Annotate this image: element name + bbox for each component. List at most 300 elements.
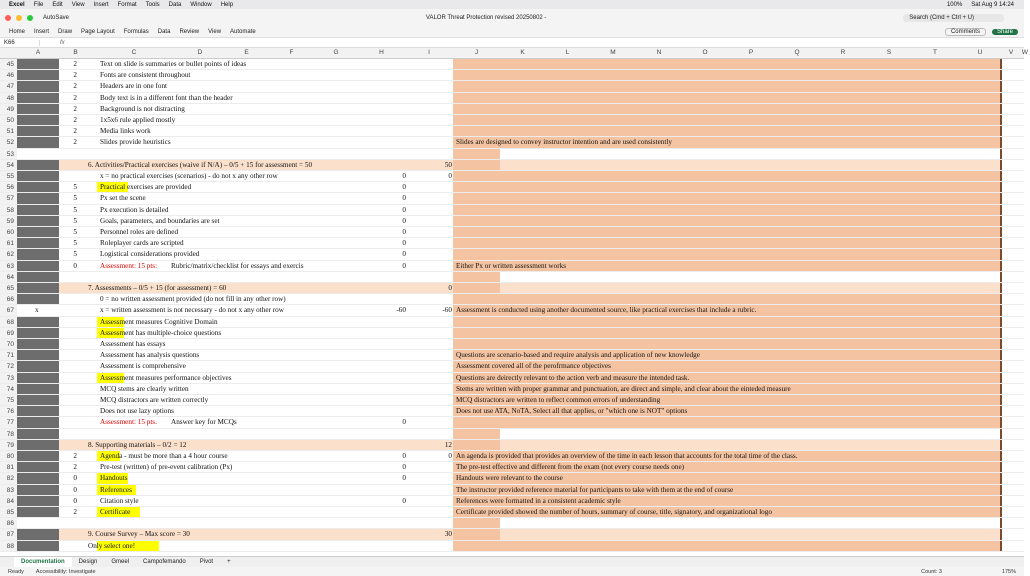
row-number[interactable]: 52	[0, 137, 17, 147]
row-number[interactable]: 85	[0, 507, 17, 517]
menu-insert[interactable]: Insert	[93, 1, 109, 8]
menu-data[interactable]: Data	[168, 1, 182, 8]
note-text[interactable]: Assessment is conducted using another documented source, like practical exercises that include a rubric.	[456, 306, 757, 315]
col-j-value[interactable]: 0	[448, 172, 452, 180]
table-row[interactable]	[0, 529, 1024, 540]
col-a-cell[interactable]	[17, 160, 59, 170]
criteria-text[interactable]: Background is not distracting	[100, 104, 185, 113]
name-box[interactable]: K66	[0, 40, 40, 46]
table-row[interactable]	[0, 395, 1024, 406]
ribbon-tab-page-layout[interactable]: Page Layout	[81, 28, 115, 35]
table-row[interactable]	[0, 283, 1024, 294]
notes-fill	[453, 216, 1000, 226]
notes-fill	[453, 339, 1000, 349]
column-header-p[interactable]: P	[748, 49, 754, 56]
col-a-cell[interactable]	[17, 59, 59, 69]
row-number[interactable]: 68	[0, 317, 17, 327]
table-row[interactable]	[0, 317, 1024, 328]
menu-window[interactable]: Window	[190, 1, 212, 8]
row-number[interactable]: 50	[0, 115, 17, 125]
criteria-text[interactable]: Handouts	[100, 474, 128, 483]
col-i-value[interactable]: 0	[402, 172, 406, 180]
row-number[interactable]: 88	[0, 541, 17, 551]
row-number[interactable]: 75	[0, 395, 17, 405]
col-i-value[interactable]: 0	[402, 496, 406, 505]
criteria-text[interactable]: MCQ stems are clearly written	[100, 384, 189, 393]
table-row[interactable]	[0, 93, 1024, 104]
criteria-text[interactable]: Certificate	[100, 508, 131, 516]
column-header-b[interactable]: B	[73, 49, 78, 56]
note-text[interactable]: Assessment covered all of the perofrmance objectives	[456, 362, 611, 371]
score-cell[interactable]: 2	[73, 93, 77, 102]
note-text[interactable]: The pre-test effective and different from the exam (not every course needs one)	[456, 463, 685, 472]
column-header-m[interactable]: M	[610, 49, 616, 56]
criteria-text[interactable]: Px set the scene	[100, 194, 146, 203]
col-a-cell[interactable]	[17, 115, 59, 125]
col-i-value[interactable]: 0	[402, 205, 406, 214]
score-cell[interactable]: 0	[73, 485, 77, 494]
row-number[interactable]: 59	[0, 216, 17, 226]
table-row[interactable]	[0, 261, 1024, 272]
table-row[interactable]	[0, 339, 1024, 350]
table-row[interactable]	[0, 126, 1024, 137]
table-row[interactable]	[0, 384, 1024, 395]
row-number[interactable]: 62	[0, 249, 17, 259]
col-a-cell[interactable]	[17, 406, 59, 416]
criteria-text[interactable]: Logistical considerations provided	[100, 250, 200, 259]
row-number[interactable]: 66	[0, 294, 17, 304]
column-header-k[interactable]: K	[520, 49, 525, 56]
col-a-cell[interactable]	[17, 305, 59, 315]
score-cell[interactable]: 0	[73, 496, 77, 505]
right-divider	[1000, 149, 1002, 159]
column-header-w[interactable]: W	[1021, 49, 1029, 56]
row-number[interactable]: 79	[0, 440, 17, 450]
criteria-text[interactable]: Roleplayer cards are scripted	[100, 239, 184, 248]
col-a-cell[interactable]	[17, 294, 59, 304]
ribbon-tab-automate[interactable]: Automate	[230, 28, 256, 35]
col-j-value[interactable]: 0	[448, 284, 452, 292]
table-row[interactable]	[0, 216, 1024, 227]
note-text[interactable]: Stems are written with proper grammar and punctuation, are direct and simple, and clear about the einteded measure	[456, 384, 791, 393]
menu-excel[interactable]: Excel	[9, 1, 25, 8]
score-cell[interactable]: 5	[73, 239, 77, 248]
col-a-cell[interactable]	[17, 417, 59, 427]
table-row[interactable]	[0, 249, 1024, 260]
criteria-text[interactable]: 8. Supporting materials – 0/2 = 12	[88, 440, 187, 449]
col-a-cell[interactable]	[17, 395, 59, 405]
criteria-text[interactable]: x = written assessment is not necessary - do not x any other row	[100, 306, 284, 315]
table-row[interactable]	[0, 115, 1024, 126]
menu-format[interactable]: Format	[117, 1, 137, 8]
criteria-text[interactable]: Assessment has multiple-choice questions	[100, 328, 222, 337]
sheet-tab-gmeel[interactable]: Gmeel	[111, 559, 130, 565]
row-number[interactable]: 55	[0, 171, 17, 181]
col-a-cell[interactable]	[17, 249, 59, 259]
score-cell[interactable]: 0	[73, 474, 77, 483]
criteria-text[interactable]: References	[100, 485, 132, 494]
score-cell[interactable]: 2	[73, 127, 77, 136]
score-cell[interactable]: 5	[73, 250, 77, 259]
column-header-t[interactable]: T	[933, 49, 937, 56]
table-row[interactable]	[0, 429, 1024, 440]
col-i-value[interactable]: 0	[402, 228, 406, 236]
table-row[interactable]	[0, 160, 1024, 171]
close-window-icon[interactable]	[5, 15, 11, 21]
col-a-cell[interactable]	[17, 462, 59, 472]
table-row[interactable]	[0, 485, 1024, 496]
col-a-cell[interactable]	[17, 518, 59, 528]
col-i-value[interactable]: 0	[402, 194, 406, 203]
col-i-value[interactable]: 0	[402, 250, 406, 259]
score-cell[interactable]: 5	[73, 228, 77, 236]
col-a-cell[interactable]	[17, 216, 59, 226]
criteria-text[interactable]: Assessment has analysis questions	[100, 351, 200, 360]
table-row[interactable]	[0, 193, 1024, 204]
note-text[interactable]: An agenda is provided that provides an overview of the time in each lesson that accounts for the total time of the class.	[456, 452, 798, 460]
table-row[interactable]	[0, 238, 1024, 249]
score-cell[interactable]: 2	[73, 116, 77, 124]
criteria-text[interactable]: Assessment is comprehensive	[100, 362, 186, 371]
col-a-cell[interactable]	[17, 529, 59, 539]
table-row[interactable]	[0, 70, 1024, 81]
note-text[interactable]: Either Px or written assessment works	[456, 261, 566, 270]
ribbon-tab-data[interactable]: Data	[157, 28, 171, 35]
column-header-g[interactable]: G	[333, 49, 339, 56]
row-number[interactable]: 63	[0, 261, 17, 271]
sheet-grid[interactable]	[0, 59, 1024, 556]
notes-fill	[453, 227, 1000, 237]
col-a-cell[interactable]	[17, 283, 59, 293]
col-a-cell[interactable]	[17, 70, 59, 80]
table-row[interactable]	[0, 496, 1024, 507]
col-i-value[interactable]: 0	[402, 452, 406, 460]
col-a-cell[interactable]	[17, 485, 59, 495]
row-number[interactable]: 70	[0, 339, 17, 349]
table-row[interactable]	[0, 182, 1024, 193]
column-header-n[interactable]: N	[656, 49, 662, 56]
score-cell[interactable]: 2	[73, 508, 77, 516]
criteria-text[interactable]: Px execution is detailed	[100, 205, 169, 214]
row-number[interactable]: 46	[0, 70, 17, 80]
criteria-text[interactable]: Pre-test (written) of pre-event calibration (Px)	[100, 463, 233, 472]
col-a-cell[interactable]	[17, 81, 59, 91]
criteria-text[interactable]: 9. Course Survey – Max score = 30	[88, 530, 190, 539]
criteria-text[interactable]: Assessment has essays	[100, 340, 166, 348]
row-number[interactable]: 47	[0, 81, 17, 91]
zoom-window-icon[interactable]	[27, 15, 33, 21]
table-row[interactable]	[0, 361, 1024, 372]
row-number[interactable]: 51	[0, 126, 17, 136]
score-cell[interactable]: 5	[73, 216, 77, 225]
col-i-value[interactable]: 0	[402, 261, 406, 270]
criteria-text[interactable]: 6. Activities/Practical exercises (waive if N/A) – 0/5 + 15 for assessment = 50	[88, 160, 313, 169]
note-text[interactable]: Handouts were relevant to the course	[456, 474, 563, 483]
row-number[interactable]: 61	[0, 238, 17, 248]
score-cell[interactable]: 5	[73, 205, 77, 214]
row-number[interactable]: 58	[0, 205, 17, 215]
table-row[interactable]	[0, 104, 1024, 115]
ribbon-tab-draw[interactable]: Draw	[58, 28, 73, 35]
table-row[interactable]	[0, 507, 1024, 518]
table-row[interactable]	[0, 373, 1024, 384]
row-number[interactable]: 49	[0, 104, 17, 114]
col-a-cell[interactable]	[17, 373, 59, 383]
menu-tools[interactable]: Tools	[145, 1, 160, 8]
menu-edit[interactable]: Edit	[52, 1, 63, 8]
col-a-cell[interactable]	[17, 261, 59, 271]
right-divider	[1000, 373, 1002, 383]
criteria-text[interactable]: Assessment measures Cognitive Domain	[100, 317, 218, 326]
autosave-label[interactable]: AutoSave	[43, 14, 70, 21]
right-divider	[1000, 406, 1002, 416]
row-number[interactable]: 80	[0, 451, 17, 461]
column-header-l[interactable]: L	[565, 49, 570, 56]
menu-view[interactable]: View	[71, 1, 85, 8]
table-row[interactable]	[0, 451, 1024, 462]
criteria-text[interactable]: Assessment measures performance objectives	[100, 373, 232, 382]
col-i-value[interactable]: 0	[402, 216, 406, 225]
note-text[interactable]: Slides are designed to convey instructor intention and are used consistently	[456, 138, 672, 147]
row-number[interactable]: 77	[0, 417, 17, 427]
col-a-cell[interactable]	[17, 149, 59, 159]
comments-button[interactable]: Comments	[945, 28, 986, 36]
criteria-text[interactable]: Personnel roles are defined	[100, 228, 179, 236]
col-a-cell[interactable]	[17, 93, 59, 103]
criteria-text[interactable]: MCQ distractors are written correctly	[100, 396, 209, 404]
col-i-value[interactable]: -60	[396, 306, 406, 315]
score-cell[interactable]: 2	[73, 60, 77, 68]
ribbon-tab-insert[interactable]: Insert	[34, 28, 50, 35]
row-number[interactable]: 71	[0, 350, 17, 360]
row-number[interactable]: 56	[0, 182, 17, 192]
criteria-text[interactable]: Practical exercises are provided	[100, 183, 192, 192]
table-row[interactable]	[0, 137, 1024, 148]
table-row[interactable]	[0, 81, 1024, 92]
table-row[interactable]	[0, 328, 1024, 339]
score-cell[interactable]: 0	[73, 261, 77, 270]
col-a-cell[interactable]	[17, 350, 59, 360]
menubar-status: 100%	[946, 1, 963, 8]
col-j-value[interactable]: 0	[448, 452, 452, 460]
sheet-tab-design[interactable]: Design	[78, 559, 98, 565]
score-cell[interactable]: 2	[73, 463, 77, 472]
column-header-j[interactable]: J	[474, 49, 479, 56]
row-number[interactable]: 72	[0, 361, 17, 371]
score-cell[interactable]: 5	[73, 183, 77, 192]
column-header-o[interactable]: O	[702, 49, 708, 56]
row-number[interactable]: 74	[0, 384, 17, 394]
col-j-value[interactable]: 12	[444, 440, 452, 449]
row-number[interactable]: 86	[0, 518, 17, 528]
ribbon-tab-review[interactable]: Review	[179, 28, 200, 35]
criteria-text[interactable]: Text on slide is summaries or bullet points of ideas	[100, 60, 247, 68]
criteria-text[interactable]: 1x5x6 rule applied mostly	[100, 116, 176, 124]
criteria-text[interactable]: Headers are in one font	[100, 82, 168, 91]
column-header-v[interactable]: V	[1008, 49, 1014, 56]
table-row[interactable]	[0, 518, 1024, 529]
score-cell[interactable]: 5	[73, 194, 77, 203]
column-header-i[interactable]: I	[428, 49, 430, 56]
col-a-cell[interactable]	[17, 473, 59, 483]
col-a-cell[interactable]	[17, 182, 59, 192]
table-row[interactable]	[0, 272, 1024, 283]
col-j-value[interactable]: 30	[444, 530, 452, 539]
criteria-text[interactable]: Answer key for MCQs	[171, 418, 237, 427]
row-number[interactable]: 83	[0, 485, 17, 495]
sheet-tab-documentation[interactable]: Documentation	[14, 557, 72, 567]
table-row[interactable]	[0, 227, 1024, 238]
col-a-cell[interactable]	[17, 104, 59, 114]
note-text[interactable]: Does not use ATA, NoTA, Select all that applies, or "which one is NOT" options	[456, 407, 688, 416]
table-row[interactable]	[0, 473, 1024, 484]
ribbon-tab-home[interactable]: Home	[9, 28, 26, 35]
criteria-text[interactable]: 0 = no written assessment provided (do not fill in any other row)	[100, 295, 286, 304]
col-a-cell[interactable]	[17, 193, 59, 203]
column-header-a[interactable]: A	[35, 49, 41, 56]
col-a-cell[interactable]	[17, 328, 59, 338]
fx-icon[interactable]: fx	[60, 39, 65, 46]
column-header-c[interactable]: C	[131, 49, 137, 56]
row-number[interactable]: 78	[0, 429, 17, 439]
col-a-cell[interactable]	[17, 361, 59, 371]
col-a-cell[interactable]	[17, 541, 59, 551]
row-number[interactable]: 67	[0, 305, 17, 315]
col-a-cell[interactable]	[17, 440, 59, 450]
table-row[interactable]	[0, 406, 1024, 417]
row-number[interactable]: 48	[0, 93, 17, 103]
col-i-value[interactable]: 0	[402, 418, 406, 427]
col-a-cell[interactable]	[17, 339, 59, 349]
note-text[interactable]: References were formatted in a consistent academic style	[456, 496, 621, 505]
col-j-value[interactable]: -60	[442, 306, 452, 315]
table-row[interactable]	[0, 294, 1024, 305]
criteria-text[interactable]: Body text is in a different font than the header	[100, 93, 233, 102]
criteria-text[interactable]: Does not use lazy options	[100, 407, 174, 416]
row-number[interactable]: 65	[0, 283, 17, 293]
criteria-text[interactable]: Media links work	[100, 127, 151, 136]
table-row[interactable]	[0, 417, 1024, 428]
row-number[interactable]: 82	[0, 473, 17, 483]
criteria-text[interactable]: x = no practical exercises (scenarios) - do not x any other row	[100, 172, 278, 180]
note-text[interactable]: Questions are scenario-based and require analysis and application of new knowledge	[456, 351, 700, 360]
col-a-cell[interactable]	[17, 451, 59, 461]
col-a-cell[interactable]	[17, 429, 59, 439]
column-header-s[interactable]: S	[886, 49, 892, 56]
col-i-value[interactable]: 0	[402, 183, 406, 192]
accessibility-status[interactable]: Accessibility: Investigate	[35, 568, 96, 575]
sheet-nav-icon[interactable]	[0, 557, 14, 567]
minimize-window-icon[interactable]	[16, 15, 22, 21]
note-text[interactable]: The instructor provided reference material for participants to take with them at the end of course	[456, 485, 734, 494]
score-cell[interactable]: 2	[73, 138, 77, 147]
col-a-cell[interactable]	[17, 272, 59, 282]
score-cell[interactable]: 2	[73, 104, 77, 113]
col-a-cell[interactable]	[17, 126, 59, 136]
table-row[interactable]	[0, 205, 1024, 216]
menu-help[interactable]: Help	[220, 1, 234, 8]
formula-input[interactable]	[69, 39, 1024, 47]
criteria-text[interactable]: Fonts are consistent throughout	[100, 71, 191, 80]
column-header-h[interactable]: H	[379, 49, 384, 56]
table-row[interactable]	[0, 350, 1024, 361]
column-header-d[interactable]: D	[197, 49, 203, 56]
col-a-cell[interactable]	[17, 496, 59, 506]
share-button[interactable]: Share	[992, 29, 1018, 35]
row-number[interactable]: 54	[0, 160, 17, 170]
row-number[interactable]: 53	[0, 149, 17, 159]
col-i-value[interactable]: 0	[402, 474, 406, 483]
row-number[interactable]: 73	[0, 373, 17, 383]
row-number[interactable]: 76	[0, 406, 17, 416]
row-number[interactable]: 87	[0, 529, 17, 539]
col-a-cell[interactable]	[17, 171, 59, 181]
row-number[interactable]: 84	[0, 496, 17, 506]
sheet-tab-pivot[interactable]: Pivot	[199, 559, 214, 565]
col-a-cell[interactable]	[17, 317, 59, 327]
table-row[interactable]	[0, 149, 1024, 160]
row-number[interactable]: 64	[0, 272, 17, 282]
column-header-e[interactable]: E	[244, 49, 249, 56]
col-a-cell[interactable]	[17, 227, 59, 237]
criteria-text[interactable]: 7. Assessments – 0/5 + 15 (for assessment) = 60	[88, 284, 227, 292]
table-row[interactable]	[0, 440, 1024, 451]
col-a-cell[interactable]	[17, 238, 59, 248]
col-i-value[interactable]: 0	[402, 239, 406, 248]
table-row[interactable]	[0, 59, 1024, 70]
menu-file[interactable]: File	[33, 1, 44, 8]
col-j-value[interactable]: 50	[444, 160, 452, 169]
col-a-cell[interactable]	[17, 384, 59, 394]
row-number[interactable]: 45	[0, 59, 17, 69]
col-a-cell[interactable]	[17, 205, 59, 215]
column-header-q[interactable]: Q	[794, 49, 800, 56]
column-header-r[interactable]: R	[840, 49, 846, 56]
criteria-text[interactable]: Goals, parameters, and boundaries are set	[100, 216, 220, 225]
note-text[interactable]: Questions are deirectly relevant to the action verb and measure the intended task.	[456, 373, 690, 382]
criteria-text[interactable]: Citation style	[100, 496, 139, 505]
row-number[interactable]: 81	[0, 462, 17, 472]
criteria-text[interactable]: Rubric/matrix/checklist for essays and exercis	[171, 261, 304, 270]
ribbon-tab-view[interactable]: View	[208, 28, 222, 35]
score-cell[interactable]: 2	[73, 71, 77, 80]
col-a-cell[interactable]	[17, 137, 59, 147]
note-text[interactable]: Certificate provided showed the number of hours, summary of course, title, signatory, and organizational logo	[456, 508, 772, 516]
table-row[interactable]	[0, 305, 1024, 316]
search-field[interactable]: Search (Cmd + Ctrl + U)	[903, 14, 1004, 22]
row-number[interactable]: 60	[0, 227, 17, 237]
score-cell[interactable]: 2	[73, 82, 77, 91]
score-cell[interactable]: 2	[73, 452, 77, 460]
criteria-text[interactable]: Slides provide heuristics	[100, 138, 171, 147]
row-number[interactable]: 69	[0, 328, 17, 338]
add-sheet-icon[interactable]: +	[227, 559, 231, 565]
table-row[interactable]	[0, 171, 1024, 182]
row-number[interactable]: 57	[0, 193, 17, 203]
table-row[interactable]	[0, 462, 1024, 473]
column-header-u[interactable]: U	[977, 49, 983, 56]
criteria-text[interactable]: Only select one!	[88, 541, 136, 550]
col-a-cell[interactable]	[17, 507, 59, 517]
ribbon-tab-formulas[interactable]: Formulas	[123, 28, 149, 35]
sheet-tab-campofemando[interactable]: Campofemando	[143, 559, 186, 565]
note-text[interactable]: MCQ distractors are written to reflect common errors of understanding	[456, 396, 661, 404]
criteria-text[interactable]: Agenda - must be more than a 4 hour course	[100, 452, 228, 460]
zoom-level[interactable]: 175%	[1001, 568, 1016, 575]
col-i-value[interactable]: 0	[402, 463, 406, 472]
table-row[interactable]	[0, 541, 1024, 552]
column-header-f[interactable]: F	[289, 49, 294, 56]
